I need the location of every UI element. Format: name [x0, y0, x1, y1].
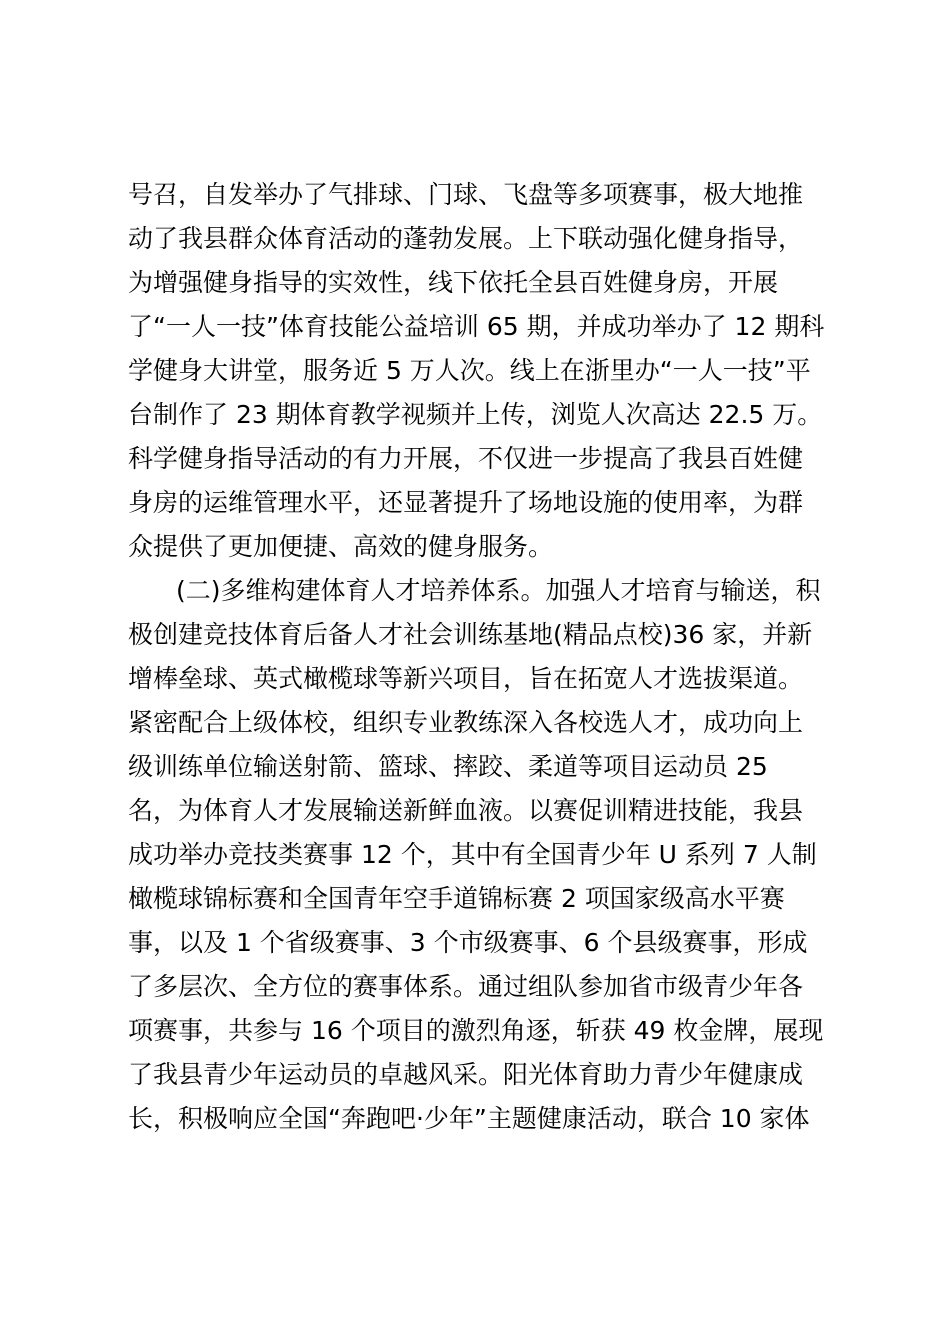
text-line: 了“一人一技”体育技能公益培训 65 期，并成功举办了 12 期科 — [128, 312, 825, 341]
text-line: 科学健身指导活动的有力开展，不仅进一步提高了我县百姓健 — [128, 444, 804, 473]
text-line: 成功举办竞技类赛事 12 个，其中有全国青少年 U 系列 7 人制 — [128, 840, 817, 869]
body-text — [128, 173, 828, 1141]
text-line: 橄榄球锦标赛和全国青年空手道锦标赛 2 项国家级高水平赛 — [128, 884, 785, 913]
text-line: 为增强健身指导的实效性，线下依托全县百姓健身房，开展 — [128, 268, 779, 297]
text-line: 项赛事，共参与 16 个项目的激烈角逐，斩获 49 枚金牌，展现 — [128, 1016, 824, 1045]
text-line: 紧密配合上级体校，组织专业教练深入各校选人才，成功向上 — [128, 708, 804, 737]
text-line: 极创建竞技体育后备人才社会训练基地(精品点校)36 家，并新 — [128, 620, 813, 649]
text-line: 台制作了 23 期体育教学视频并上传，浏览人次高达 22.5 万。 — [128, 400, 823, 429]
text-line: 事，以及 1 个省级赛事、3 个市级赛事、6 个县级赛事，形成 — [128, 928, 808, 957]
text-line: 增棒垒球、英式橄榄球等新兴项目，旨在拓宽人才选拔渠道。 — [128, 664, 804, 693]
text-line: 级训练单位输送射箭、篮球、摔跤、柔道等项目运动员 25 — [128, 752, 768, 781]
text-line: 长，积极响应全国“奔跑吧·少年”主题健康活动，联合 10 家体 — [128, 1104, 810, 1133]
text-line: 学健身大讲堂，服务近 5 万人次。线上在浙里办“一人一技”平 — [128, 356, 811, 385]
text-line: 名，为体育人才发展输送新鲜血液。以赛促训精进技能，我县 — [128, 796, 804, 825]
section-heading-line: (二)多维构建体育人才培养体系。加强人才培育与输送，积 — [176, 576, 821, 605]
text-line: 号召，自发举办了气排球、门球、飞盘等多项赛事，极大地推 — [128, 180, 804, 209]
text-line: 了多层次、全方位的赛事体系。通过组队参加省市级青少年各 — [128, 972, 804, 1001]
text-line: 身房的运维管理水平，还显著提升了场地设施的使用率，为群 — [128, 488, 804, 517]
text-line: 动了我县群众体育活动的蓬勃发展。上下联动强化健身指导， — [128, 224, 804, 253]
text-line: 众提供了更加便捷、高效的健身服务。 — [128, 532, 554, 561]
text-line: 了我县青少年运动员的卓越风采。阳光体育助力青少年健康成 — [128, 1060, 804, 1089]
